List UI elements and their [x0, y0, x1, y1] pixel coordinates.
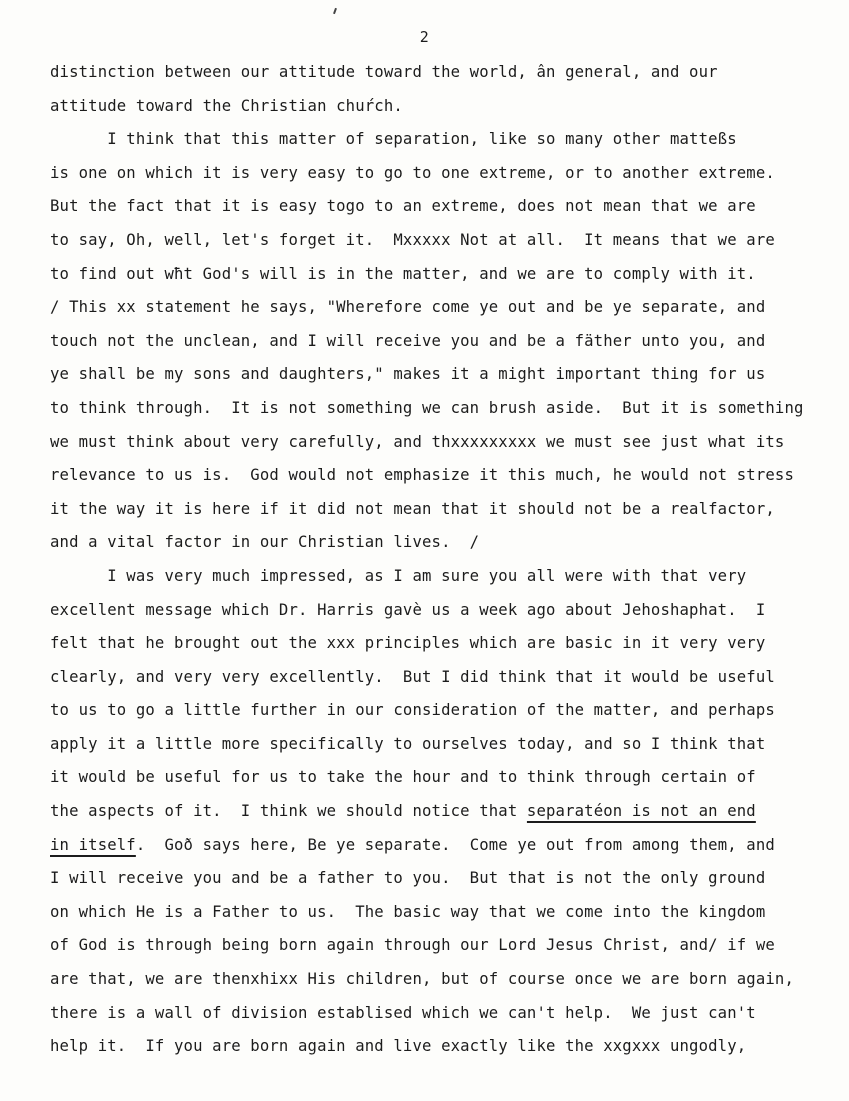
text-line: to think through. It is not something we can brush aside. But it is something — [50, 398, 804, 417]
text-line: we must think about very carefully, and thxxxxxxxxx we must see just what its — [50, 432, 785, 451]
text-line: ye shall be my sons and daughters," makes it a might important thing for us — [50, 365, 766, 384]
text-line: is one on which it is very easy to go to one extreme, or to another extreme. — [50, 163, 775, 182]
text-line: there is a wall of division establised which we can't help. We just can't — [50, 1003, 756, 1022]
underlined-phrase: separatéon is not an end — [526, 802, 756, 821]
text-line: But the fact that it is easy togo to an extreme, does not mean that we are — [50, 197, 756, 216]
text-line: of God is through being born again through our Lord Jesus Christ, and/ if we — [50, 936, 775, 955]
text-fragment: . Goð says here, Be ye separate. Come ye out from among them, and — [135, 835, 775, 854]
text-line: distinction between our attitude toward the world, ân general, and our — [50, 63, 718, 81]
text-line: felt that he brought out the xxx principles which are basic in it very very — [50, 634, 766, 653]
text-line: to us to go a little further in our consideration of the matter, and perhaps — [50, 701, 775, 720]
text-line: apply it a little more specifically to ourselves today, and so I think that — [50, 734, 766, 753]
underlined-phrase: in itself — [50, 835, 136, 854]
text-fragment: the aspects of it. I think we should notice that — [50, 802, 527, 821]
text-line: are that, we are thenxhixx His children, but of course once we are born again, — [50, 970, 794, 989]
text-line: I was very much impressed, as I am sure you all were with that very — [50, 566, 747, 585]
text-line: it the way it is here if it did not mean that it should not be a realfactor, — [50, 499, 775, 518]
text-line: I think that this matter of separation, like so many other matteßs — [50, 130, 737, 149]
text-line: and a vital factor in our Christian lives. / — [50, 533, 480, 552]
page-number: 2 — [419, 28, 430, 46]
text-line: clearly, and very very excellently. But I did think that it would be useful — [50, 667, 775, 686]
text-line: I will receive you and be a father to you. But that is not the only ground — [50, 869, 766, 888]
text-line: relevance to us is. God would not emphasize it this much, he would not stress — [50, 466, 794, 485]
text-line-with-underline — [50, 833, 849, 867]
text-line: touch not the unclean, and I will receive you and be a fäther unto you, and — [50, 331, 766, 350]
text-line: attitude toward the Christian chuŕch. — [50, 96, 403, 115]
body-text — [50, 60, 849, 1068]
text-line: to say, Oh, well, let's forget it. Mxxxxx Not at all. It means that we are — [50, 230, 775, 249]
text-line: help it. If you are born again and live exactly like the xxgxxx ungodly, — [50, 1037, 747, 1056]
text-line: to find out wħt God's will is in the matter, and we are to comply with it. — [50, 264, 756, 283]
stray-mark — [333, 8, 337, 14]
text-line: / This xx statement he says, "Wherefore come ye out and be ye separate, and — [50, 298, 766, 317]
text-line: excellent message which Dr. Harris gavè us a week ago about Jehoshaphat. I — [50, 600, 766, 619]
text-line-with-underline — [50, 799, 849, 833]
text-line: on which He is a Father to us. The basic way that we come into the kingdom — [50, 902, 766, 921]
text-line: it would be useful for us to take the hour and to think through certain of — [50, 768, 756, 787]
